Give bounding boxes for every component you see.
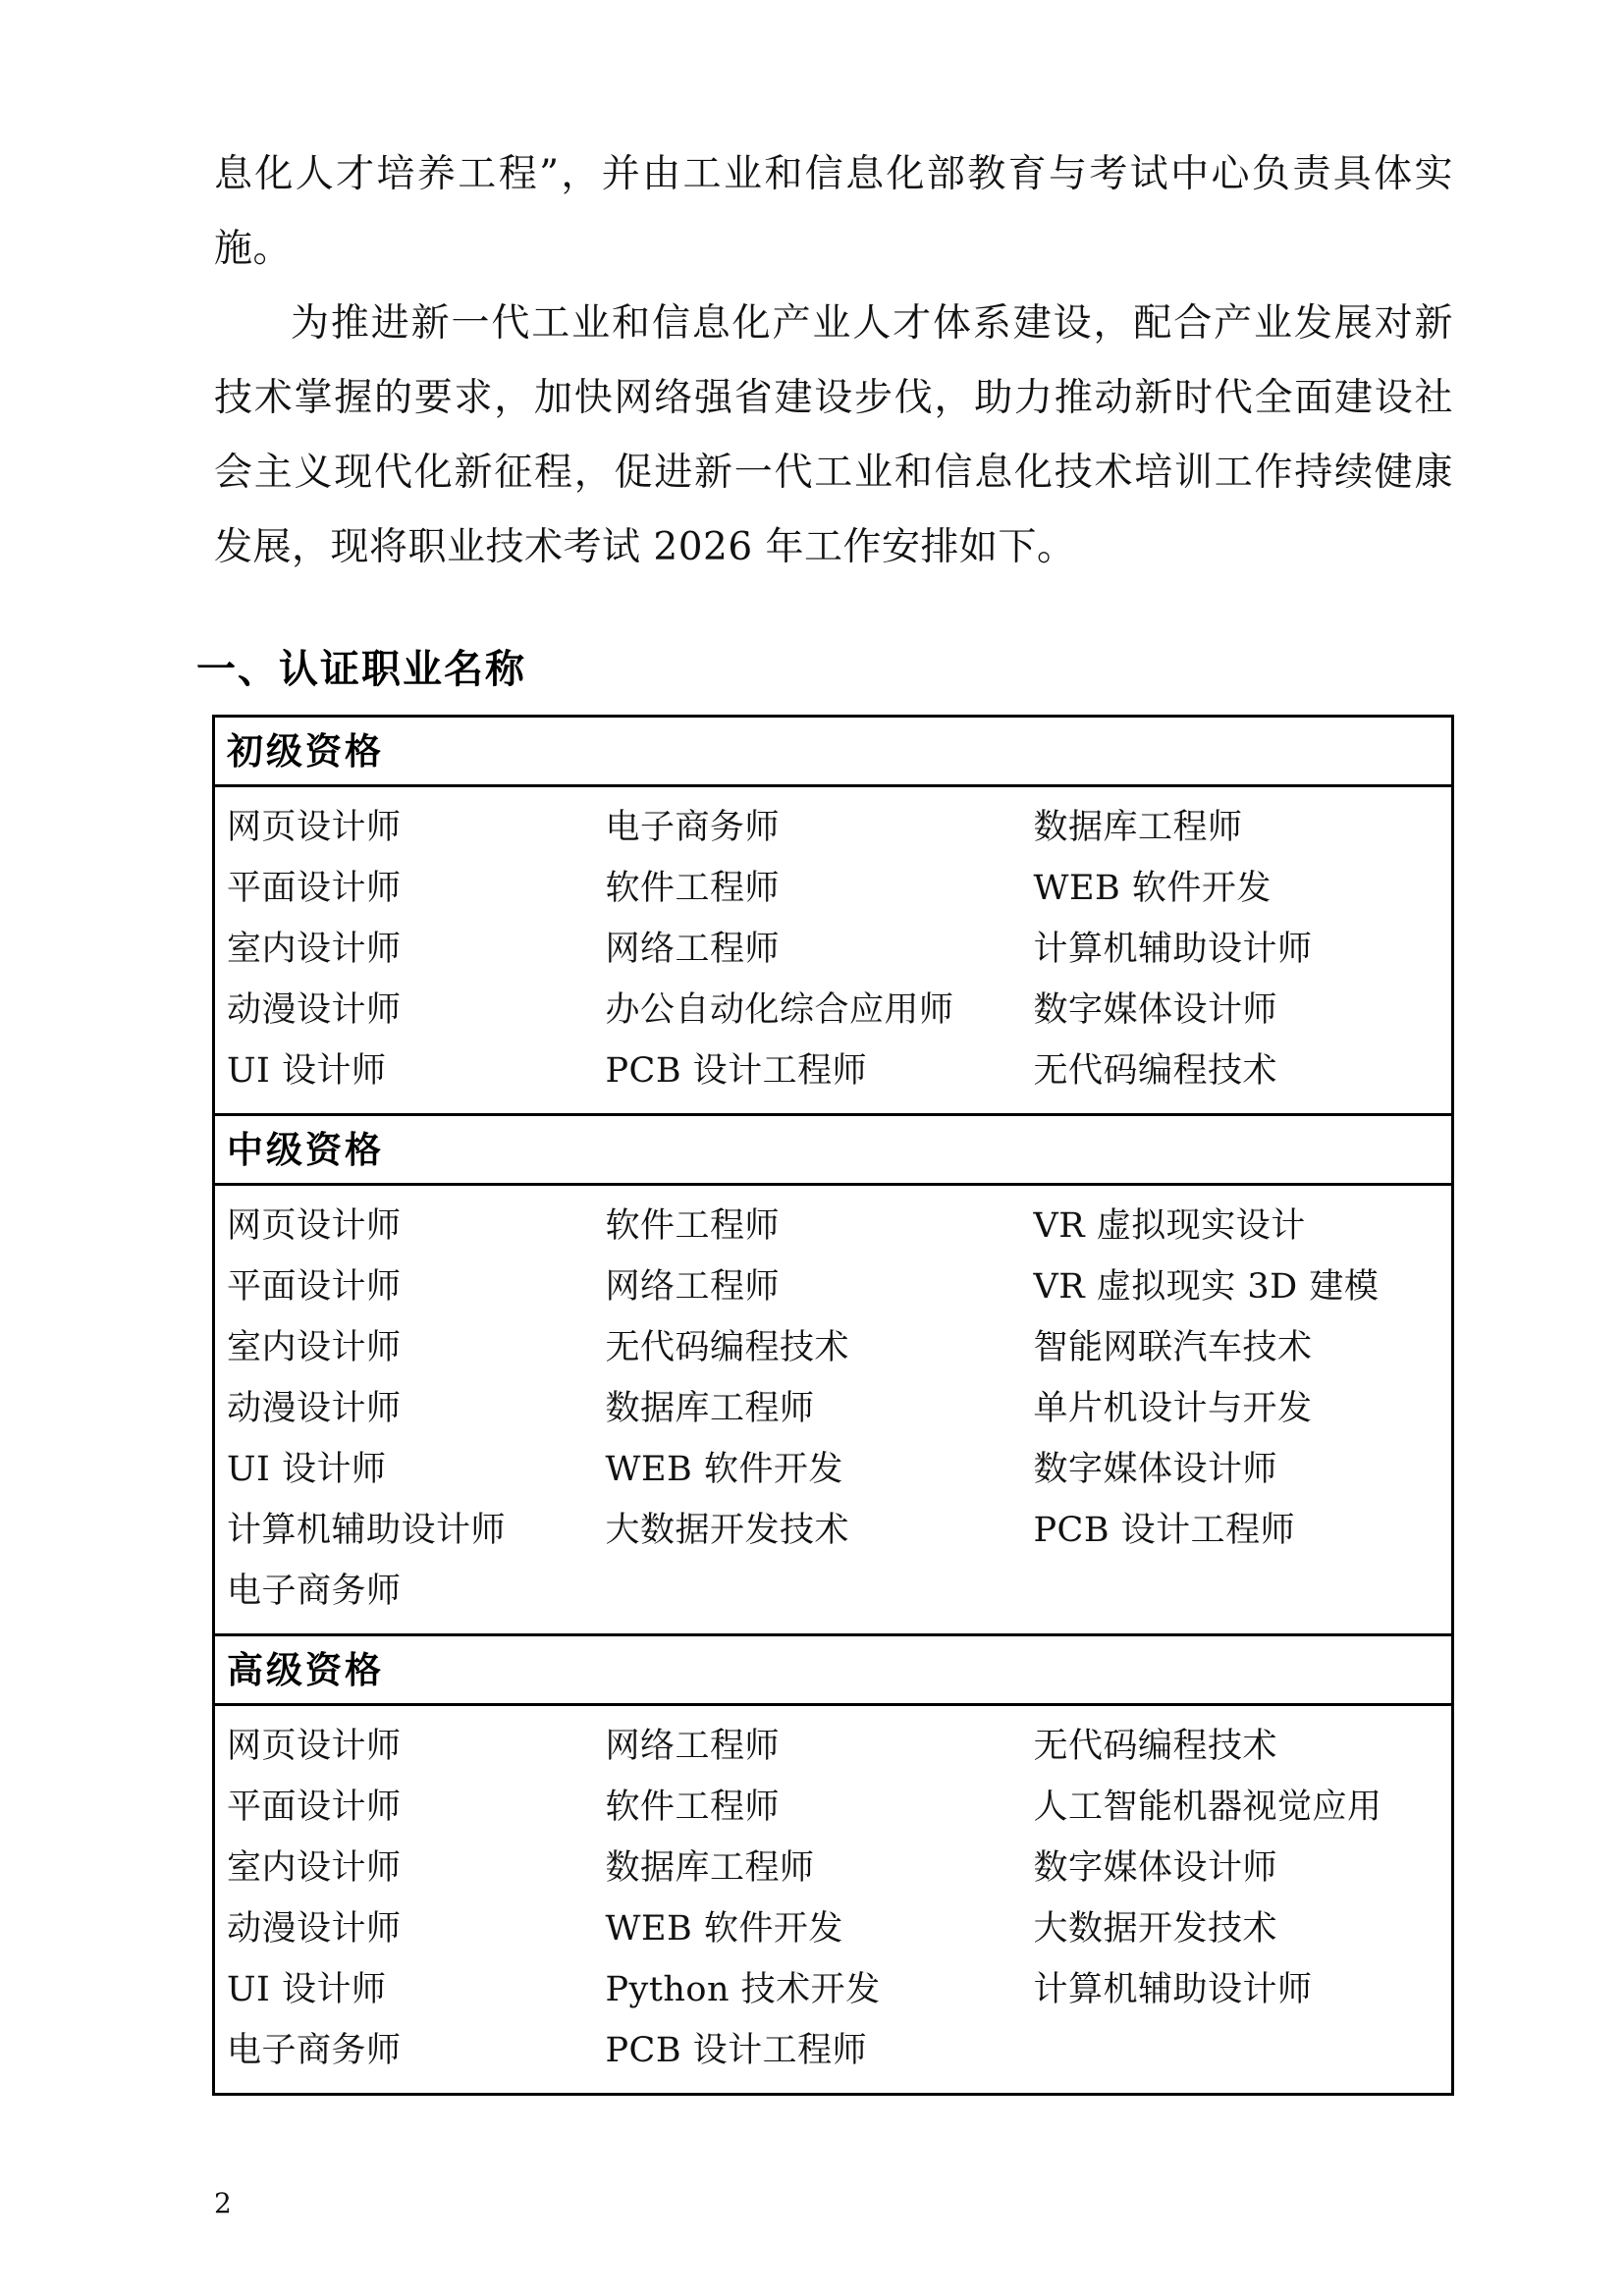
cell-text: VR 虚拟现实 3D 建模 (1033, 1267, 1380, 1307)
table-cell (214, 858, 594, 919)
table-cell (1022, 1838, 1453, 1898)
table-cell (214, 919, 594, 980)
cell-text: 数字媒体设计师 (1033, 990, 1278, 1030)
cell-text: 网页设计师 (227, 1206, 402, 1246)
table-cell (594, 1185, 1022, 1257)
cell-text: 大数据开发技术 (605, 1511, 850, 1550)
cell-text: UI 设计师 (227, 1970, 387, 2009)
cell-text: 计算机辅助设计师 (1033, 930, 1313, 969)
table-cell (214, 1185, 594, 1257)
cell-text: 数字媒体设计师 (1033, 1848, 1278, 1888)
cell-text: 数据库工程师 (605, 1389, 815, 1428)
certification-table-body (214, 717, 1453, 2095)
table-row (214, 1439, 1453, 1500)
paragraph-1: 息化人才培养工程”，并由工业和信息化部教育与考试中心负责具体实施。 (214, 152, 1453, 271)
cell-text: VR 虚拟现实设计 (1033, 1206, 1306, 1246)
cell-text: 电子商务师 (605, 808, 781, 847)
cell-text: 单片机设计与开发 (1033, 1389, 1313, 1428)
group-header-cell (214, 717, 1453, 786)
table-cell (594, 858, 1022, 919)
group-title-advanced: 高级资格 (227, 1648, 384, 1691)
cell-text: 电子商务师 (227, 2031, 402, 2070)
cell-text: 室内设计师 (227, 930, 402, 969)
table-row (214, 1959, 1453, 2020)
table-group-header-row (214, 717, 1453, 786)
cell-text: 大数据开发技术 (1033, 1909, 1278, 1949)
table-cell (594, 1838, 1022, 1898)
table-cell (1022, 1439, 1453, 1500)
cell-text: 数据库工程师 (1033, 808, 1243, 847)
table-row (214, 1256, 1453, 1317)
page-number: 2 (214, 2187, 232, 2219)
table-cell (594, 1439, 1022, 1500)
cell-text: 软件工程师 (605, 1788, 781, 1827)
cell-text: 网页设计师 (227, 1727, 402, 1766)
table-row (214, 1041, 1453, 1115)
table-cell (214, 1838, 594, 1898)
table-cell (594, 1561, 1022, 1635)
group-header-cell (214, 1115, 1453, 1185)
table-row (214, 980, 1453, 1041)
table-row (214, 1500, 1453, 1561)
table-row (214, 1561, 1453, 1635)
table-cell (594, 980, 1022, 1041)
table-cell (1022, 1898, 1453, 1959)
cell-text: 网页设计师 (227, 808, 402, 847)
group-title-intermediate: 中级资格 (227, 1128, 384, 1171)
table-cell (214, 1777, 594, 1838)
cell-text: 智能网联汽车技术 (1033, 1328, 1313, 1367)
table-cell (1022, 1959, 1453, 2020)
table-cell (594, 919, 1022, 980)
cell-text: 动漫设计师 (227, 990, 402, 1030)
table-cell (1022, 1378, 1453, 1439)
cell-text: 人工智能机器视觉应用 (1033, 1788, 1382, 1827)
body-text-block (214, 137, 1453, 585)
cell-text: 平面设计师 (227, 1267, 402, 1307)
table-cell (1022, 1777, 1453, 1838)
table-row (214, 919, 1453, 980)
cell-text: WEB 软件开发 (605, 1909, 843, 1949)
cell-text: 办公自动化综合应用师 (605, 990, 954, 1030)
table-cell (594, 1317, 1022, 1378)
table-row (214, 1898, 1453, 1959)
cell-text: 网络工程师 (605, 1267, 781, 1307)
table-row (214, 1185, 1453, 1257)
cell-text: 计算机辅助设计师 (1033, 1970, 1313, 2009)
table-row (214, 786, 1453, 859)
cell-text: WEB 软件开发 (1033, 869, 1272, 908)
table-cell (214, 786, 594, 859)
table-row (214, 1838, 1453, 1898)
cell-text: 网络工程师 (605, 930, 781, 969)
section-heading-certification-titles: 一、认证职业名称 (196, 646, 526, 692)
table-cell (594, 2020, 1022, 2095)
group-header-cell (214, 1635, 1453, 1705)
table-cell (1022, 1317, 1453, 1378)
cell-text: 网络工程师 (605, 1727, 781, 1766)
table-cell (594, 1041, 1022, 1115)
table-row (214, 1317, 1453, 1378)
table-cell (1022, 1705, 1453, 1778)
table-cell (214, 1439, 594, 1500)
table-cell (214, 1705, 594, 1778)
table-group-header-row (214, 1635, 1453, 1705)
cell-text: 无代码编程技术 (1033, 1727, 1278, 1766)
table-cell (214, 1500, 594, 1561)
group-title-primary: 初级资格 (227, 729, 384, 773)
cell-text: 平面设计师 (227, 869, 402, 908)
cell-text: UI 设计师 (227, 1051, 387, 1091)
table-group-header-row (214, 1115, 1453, 1185)
cell-text: 软件工程师 (605, 1206, 781, 1246)
table-cell (594, 1256, 1022, 1317)
table-cell (1022, 1561, 1453, 1635)
table-row (214, 1777, 1453, 1838)
paragraph-2: 为推进新一代工业和信息化产业人才体系建设，配合产业发展对新技术掌握的要求，加快网络强省建设步伐，助力推动新时代全面建设社会主义现代化新征程，促进新一代工业和信息化技术培训工作持续健康发展，现将职业技术考试 2026 年工作安排如下。 (214, 301, 1453, 569)
table-cell (1022, 786, 1453, 859)
cell-text: Python 技术开发 (605, 1970, 881, 2009)
cell-text: 平面设计师 (227, 1788, 402, 1827)
table-cell (1022, 858, 1453, 919)
table-cell (1022, 980, 1453, 1041)
certification-table (212, 715, 1454, 2096)
table-cell (594, 1500, 1022, 1561)
table-cell (214, 1561, 594, 1635)
table-row (214, 1378, 1453, 1439)
cell-text: 无代码编程技术 (1033, 1051, 1278, 1091)
cell-text: WEB 软件开发 (605, 1450, 843, 1489)
cell-text: 动漫设计师 (227, 1389, 402, 1428)
table-cell (1022, 2020, 1453, 2095)
cell-text: UI 设计师 (227, 1450, 387, 1489)
table-cell (214, 2020, 594, 2095)
cell-text: 软件工程师 (605, 869, 781, 908)
table-cell (594, 1378, 1022, 1439)
table-cell (214, 1898, 594, 1959)
table-cell (1022, 919, 1453, 980)
cell-text: 无代码编程技术 (605, 1328, 850, 1367)
table-cell (214, 1041, 594, 1115)
table-cell (594, 1705, 1022, 1778)
cell-text: PCB 设计工程师 (605, 2031, 868, 2070)
cell-text: 数据库工程师 (605, 1848, 815, 1888)
cell-text: 电子商务师 (227, 1572, 402, 1611)
table-cell (214, 1378, 594, 1439)
table-row (214, 858, 1453, 919)
table-row (214, 1705, 1453, 1778)
table-cell (214, 980, 594, 1041)
cell-text: PCB 设计工程师 (605, 1051, 868, 1091)
table-cell (1022, 1185, 1453, 1257)
table-cell (214, 1959, 594, 2020)
table-cell (214, 1256, 594, 1317)
cell-text: 室内设计师 (227, 1328, 402, 1367)
cell-text: 计算机辅助设计师 (227, 1511, 507, 1550)
table-cell (594, 1959, 1022, 2020)
table-cell (594, 1777, 1022, 1838)
cell-text: 数字媒体设计师 (1033, 1450, 1278, 1489)
cell-text: 室内设计师 (227, 1848, 402, 1888)
table-cell (214, 1317, 594, 1378)
cell-text: 动漫设计师 (227, 1909, 402, 1949)
table-cell (1022, 1256, 1453, 1317)
table-cell (594, 786, 1022, 859)
table-cell (1022, 1500, 1453, 1561)
table-cell (594, 1898, 1022, 1959)
table-cell (1022, 1041, 1453, 1115)
table-row (214, 2020, 1453, 2095)
cell-text: PCB 设计工程师 (1033, 1511, 1296, 1550)
